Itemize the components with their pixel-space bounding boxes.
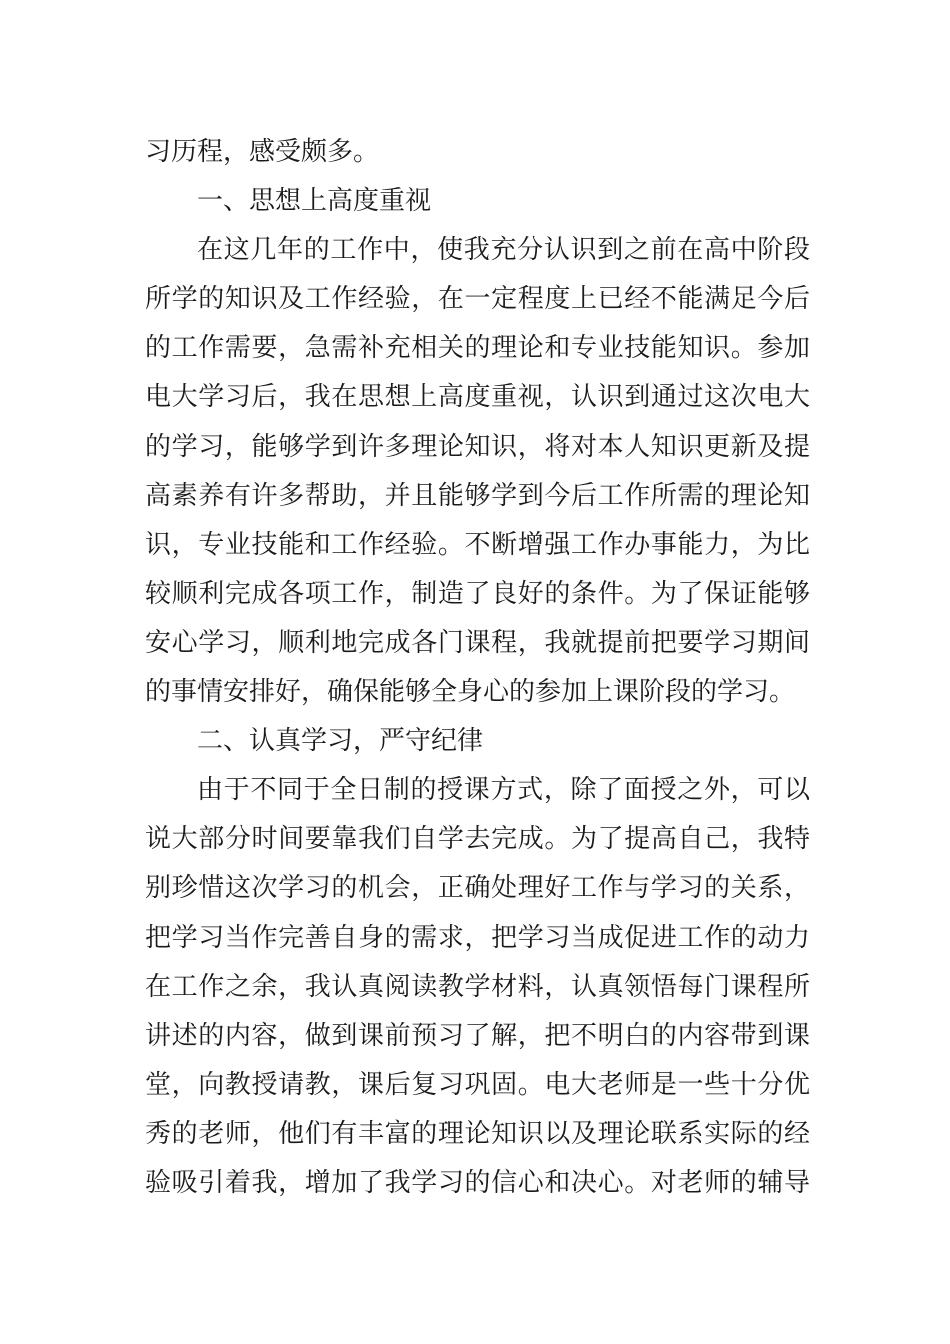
paragraph-line: 说大部分时间要靠我们自学去完成。为了提高自己，我特 [145,824,810,855]
paragraph-line: 把学习当作完善自身的需求，把学习当成促进工作的动力 [145,922,810,953]
paragraph-line: 习历程，感受颇多。 [145,137,380,167]
paragraph-line: 秀的老师，他们有丰富的理论知识以及理论联系实际的经 [145,1118,810,1149]
paragraph-line: 的事情安排好，确保能够全身心的参加上课阶段的学习。 [145,677,796,708]
paragraph-line: 验吸引着我，增加了我学习的信心和决心。对老师的辅导 [145,1167,810,1198]
document-body [145,128,810,1208]
paragraph-line: 安心学习，顺利地完成各门课程，我就提前把要学习期间 [145,627,810,658]
paragraph-line: 的工作需要，急需补充相关的理论和专业技能知识。参加 [145,333,810,364]
paragraph-line: 电大学习后，我在思想上高度重视，认识到通过这次电大 [145,382,810,413]
paragraph-line: 较顺利完成各项工作，制造了良好的条件。为了保证能够 [145,578,810,609]
paragraph-line: 在这几年的工作中，使我充分认识到之前在高中阶段 [197,235,810,266]
section-heading-2: 二、认真学习，严守纪律 [197,726,484,757]
paragraph-line: 别珍惜这次学习的机会，正确处理好工作与学习的关系， [145,873,810,904]
section-heading-1: 一、思想上高度重视 [197,186,432,217]
paragraph-line: 讲述的内容，做到课前预习了解，把不明白的内容带到课 [145,1020,810,1051]
paragraph-line: 高素养有许多帮助，并且能够学到今后工作所需的理论知 [145,480,810,511]
paragraph-line: 的学习，能够学到许多理论知识，将对本人知识更新及提 [145,431,810,462]
paragraph-line: 在工作之余，我认真阅读教学材料，认真领悟每门课程所 [145,971,810,1002]
paragraph-line: 堂，向教授请教，课后复习巩固。电大老师是一些十分优 [145,1069,810,1100]
paragraph-line: 所学的知识及工作经验，在一定程度上已经不能满足今后 [145,284,810,315]
paragraph-line: 识，专业技能和工作经验。不断增强工作办事能力，为比 [145,529,810,560]
paragraph-line: 由于不同于全日制的授课方式，除了面授之外，可以 [197,775,810,806]
